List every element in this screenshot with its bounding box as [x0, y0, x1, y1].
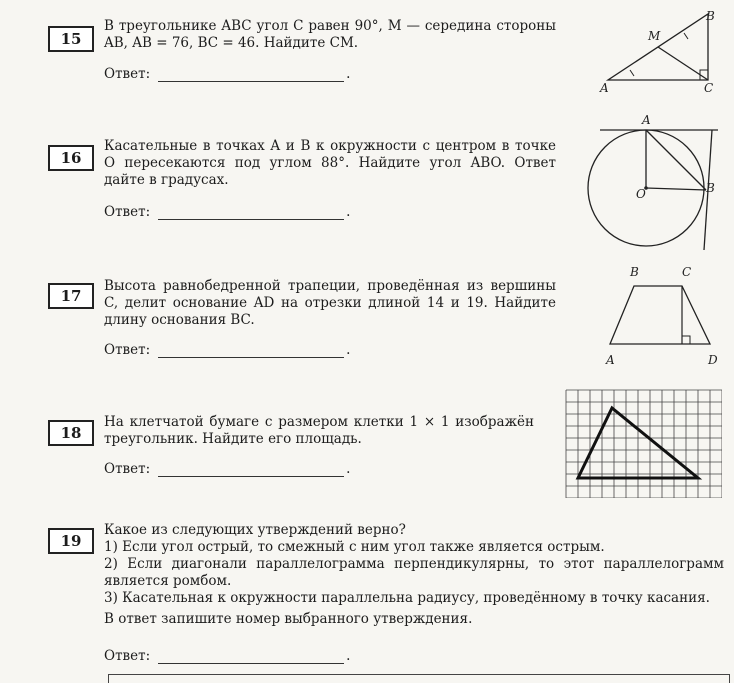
label-C: C [682, 265, 692, 279]
answer-row: Ответ: . [104, 204, 351, 220]
answer-line[interactable] [158, 650, 344, 664]
circle-tangents-figure [586, 110, 718, 260]
answer-line[interactable] [158, 463, 344, 477]
problem-number: 15 [48, 26, 94, 52]
problem-number: 17 [48, 283, 94, 309]
label-B: B [706, 181, 715, 195]
answer-line[interactable] [158, 344, 344, 358]
grid [566, 390, 722, 498]
answer-line[interactable] [158, 206, 344, 220]
triangle-figure [594, 8, 724, 98]
answer-row: Ответ: . [104, 648, 351, 664]
answer-label: Ответ: [104, 342, 151, 358]
answer-label: Ответ: [104, 204, 151, 220]
problem-number: 18 [48, 420, 94, 446]
label-D: D [708, 353, 718, 367]
trapezoid-figure [598, 262, 728, 372]
problem-text: Высота равнобедренной трапеции, проведённая из вершины C, делит основание AD на отрезки длиной 14 и 19. Найдите длину основания BC. [104, 278, 556, 328]
option-1: 1) Если угол острый, то смежный с ним угол также является острым. [104, 539, 605, 555]
option-2: 2) Если диагонали параллелограмма перпендикулярны, то этот параллелограмм является ромбом. [104, 556, 724, 589]
grid-triangle-figure [562, 388, 722, 498]
answer-row: Ответ: . [104, 66, 351, 82]
answer-row: Ответ: . [104, 461, 351, 477]
problem-text [104, 522, 724, 628]
answer-line[interactable] [158, 68, 344, 82]
label-C: C [704, 81, 714, 95]
label-A: A [642, 113, 651, 127]
problem-number: 19 [48, 528, 94, 554]
answer-label: Ответ: [104, 461, 151, 477]
option-3: 3) Касательная к окружности параллельна радиусу, проведённому в точку касания. [104, 590, 710, 606]
problem-number: 16 [48, 145, 94, 171]
answer-row: Ответ: . [104, 342, 351, 358]
label-B: B [706, 9, 715, 23]
problem-text: Касательные в точках A и B к окружности с центром в точке O пересекаются под углом 88°. Найдите угол ABO. Ответ дайте в градусах. [104, 138, 556, 188]
instruction-text: В ответ запишите номер выбранного утверждения. [104, 611, 473, 627]
problem-text: На клетчатой бумаге с размером клетки 1 × 1 изображён треугольник. Найдите его площадь. [104, 414, 534, 447]
label-M: M [648, 29, 661, 43]
label-A: A [600, 81, 609, 95]
answer-label: Ответ: [104, 648, 151, 664]
problem-text: В треугольнике ABC угол C равен 90°, M — середина стороны AB, AB = 76, BC = 46. Найдите CM. [104, 18, 556, 51]
question-text: Какое из следующих утверждений верно? [104, 522, 406, 538]
label-A: A [606, 353, 615, 367]
answer-label: Ответ: [104, 66, 151, 82]
answer-box-border [108, 674, 730, 683]
label-B: B [630, 265, 639, 279]
label-O: O [636, 187, 646, 201]
